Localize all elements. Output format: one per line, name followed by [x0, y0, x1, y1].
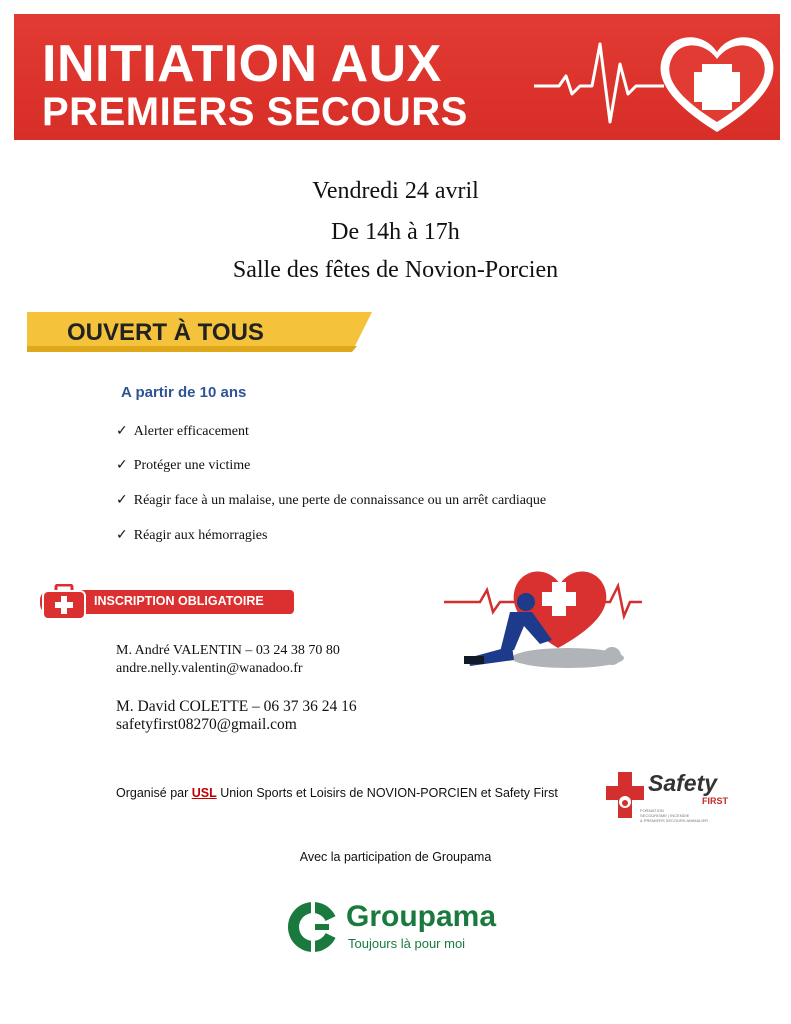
- title-banner: [14, 14, 780, 140]
- safety-first-logo: [606, 770, 736, 822]
- list-item-text: Alerter efficacement: [133, 424, 249, 439]
- organiser-rest: Union Sports et Loisirs de NOVION-PORCIEN et Safety First: [216, 786, 558, 800]
- groupama-name: Groupama: [346, 900, 497, 933]
- checkmark-icon: ✓: [116, 423, 128, 439]
- checkmark-icon: ✓: [116, 457, 128, 473]
- organiser-prefix: Organisé par: [116, 786, 192, 800]
- list-item: [116, 423, 249, 440]
- list-item-text: Réagir aux hémorragies: [133, 528, 268, 543]
- inscription-badge: [40, 584, 296, 620]
- groupama-g-icon: [286, 900, 340, 954]
- list-item: [116, 527, 267, 544]
- safety-first-fine-line: & PREMIERS SECOURS ANIMALIER: [640, 818, 709, 823]
- inscription-label: INSCRIPTION OBLIGATOIRE: [94, 594, 264, 608]
- contact-email[interactable]: andre.nelly.valentin@wanadoo.fr: [116, 661, 303, 676]
- event-date: Vendredi 24 avril: [312, 178, 479, 204]
- checkmark-icon: ✓: [116, 492, 128, 508]
- event-time: De 14h à 17h: [331, 219, 460, 245]
- contact-email[interactable]: safetyfirst08270@gmail.com: [116, 716, 297, 733]
- list-item: [116, 457, 250, 474]
- contact-line: M. David COLETTE – 06 37 36 24 16: [116, 698, 357, 715]
- cpr-illustration-icon: [440, 560, 645, 675]
- open-to-all-ribbon: [27, 312, 372, 352]
- safety-first-subword: FIRST: [702, 796, 728, 806]
- list-item-text: Réagir face à un malaise, une perte de connaissance ou un arrêt cardiaque: [133, 493, 547, 508]
- groupama-logo: [286, 900, 506, 956]
- first-aid-kit-icon: [40, 584, 88, 620]
- ribbon-label: OUVERT À TOUS: [67, 319, 264, 346]
- checkmark-icon: ✓: [116, 527, 128, 543]
- banner-title-line1: INITIATION AUX: [42, 35, 442, 93]
- contact-line: M. André VALENTIN – 03 24 38 70 80: [116, 643, 340, 658]
- list-item-text: Protéger une victime: [133, 458, 251, 473]
- age-requirement: A partir de 10 ans: [121, 384, 247, 401]
- organiser-text: [116, 786, 558, 800]
- participation-text: Avec la participation de Groupama: [299, 850, 492, 864]
- usl-link[interactable]: USL: [191, 786, 217, 800]
- safety-first-fine-line: FORMATION: [640, 808, 664, 813]
- banner-title-line2: PREMIERS SECOURS: [42, 90, 468, 134]
- safety-first-fine: [640, 808, 708, 823]
- groupama-tagline: Toujours là pour moi: [348, 936, 466, 951]
- safety-first-word: Safety: [648, 770, 718, 796]
- list-item: [116, 492, 546, 509]
- heartbeat-heart-icon: [514, 14, 780, 140]
- safety-first-fine-line: SECOURISME | INCENDIE: [640, 813, 690, 818]
- event-place: Salle des fêtes de Novion-Porcien: [232, 257, 559, 283]
